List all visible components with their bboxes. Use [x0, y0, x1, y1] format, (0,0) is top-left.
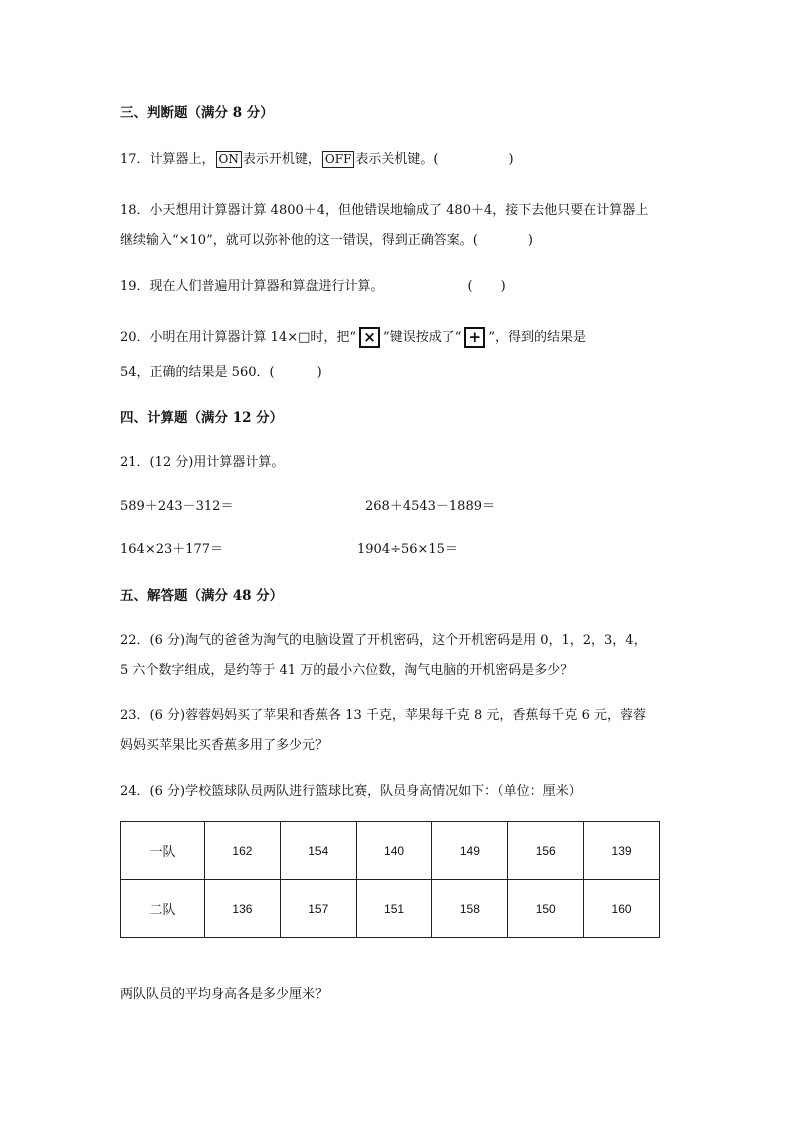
- question-19: 19．现在人们普遍用计算器和算盘进行计算。 ( ): [120, 279, 506, 294]
- question-22-line-1: 22．(6 分)淘气的爸爸为淘气的电脑设置了开机密码，这个开机密码是用 0，1，2，3，4，: [120, 633, 647, 648]
- question-21: 21．(12 分)用计算器计算。: [120, 455, 285, 470]
- table-row: [121, 880, 660, 938]
- table-cell: 151: [356, 880, 432, 938]
- question-24: 24．(6 分)学校篮球队员两队进行篮球比赛，队员身高情况如下：（单位：厘米）: [120, 784, 582, 799]
- table-row: [121, 822, 660, 880]
- on-key: ON: [216, 151, 242, 168]
- plus-key-icon: +: [464, 327, 485, 348]
- section-3-title: 三、判断题（满分 8 分）: [120, 105, 274, 121]
- section-4-title: 四、计算题（满分 12 分）: [120, 410, 284, 426]
- table-cell: 136: [205, 880, 281, 938]
- height-table: [120, 821, 660, 938]
- expression-2: 268＋4543－1889＝: [365, 499, 495, 514]
- row-label-team-2: 二队: [121, 880, 205, 938]
- question-17: 17．计算器上， ON 表示开机键， OFF 表示关机键。( ): [120, 152, 514, 167]
- expression-4: 1904÷56×15＝: [357, 542, 458, 557]
- question-20-line-2: 54，正确的结果是 560．( ): [120, 365, 322, 380]
- question-18-line-2: 继续输入“×10”，就可以弥补他的这一错误，得到正确答案。( ): [120, 233, 533, 248]
- table-cell: 154: [280, 822, 356, 880]
- expression-1: 589＋243－312＝: [120, 499, 234, 514]
- table-cell: 162: [205, 822, 281, 880]
- question-23-line-1: 23．(6 分)蓉蓉妈妈买了苹果和香蕉各 13 千克，苹果每千克 8 元，香蕉每千克 6 元，蓉蓉: [120, 708, 646, 723]
- question-22-line-2: 5 六个数字组成，是约等于 41 万的最小六位数，淘气电脑的开机密码是多少？: [120, 663, 574, 678]
- table-cell: 157: [280, 880, 356, 938]
- question-23-line-2: 妈妈买苹果比买香蕉多用了多少元？: [120, 738, 329, 753]
- table-cell: 149: [432, 822, 508, 880]
- row-label-team-1: 一队: [121, 822, 205, 880]
- table-cell: 140: [356, 822, 432, 880]
- table-cell: 156: [508, 822, 584, 880]
- section-5-title: 五、解答题（满分 48 分）: [120, 588, 284, 604]
- question-20-line-1: 20．小明在用计算器计算 14×□时，把“ × ”键误按成了“ + ”，得到的结果是: [120, 328, 586, 346]
- expression-3: 164×23＋177＝: [120, 542, 224, 557]
- multiply-key-icon: ×: [359, 327, 380, 348]
- question-18-line-1: 18．小天想用计算器计算 4800＋4，但他错误地输成了 480＋4，接下去他只要在计算器上: [120, 203, 649, 218]
- table-cell: 158: [432, 880, 508, 938]
- off-key: OFF: [322, 151, 355, 168]
- table-cell: 160: [584, 880, 660, 938]
- question-24-prompt: 两队队员的平均身高各是多少厘米？: [120, 987, 329, 1002]
- table-cell: 150: [508, 880, 584, 938]
- table-cell: 139: [584, 822, 660, 880]
